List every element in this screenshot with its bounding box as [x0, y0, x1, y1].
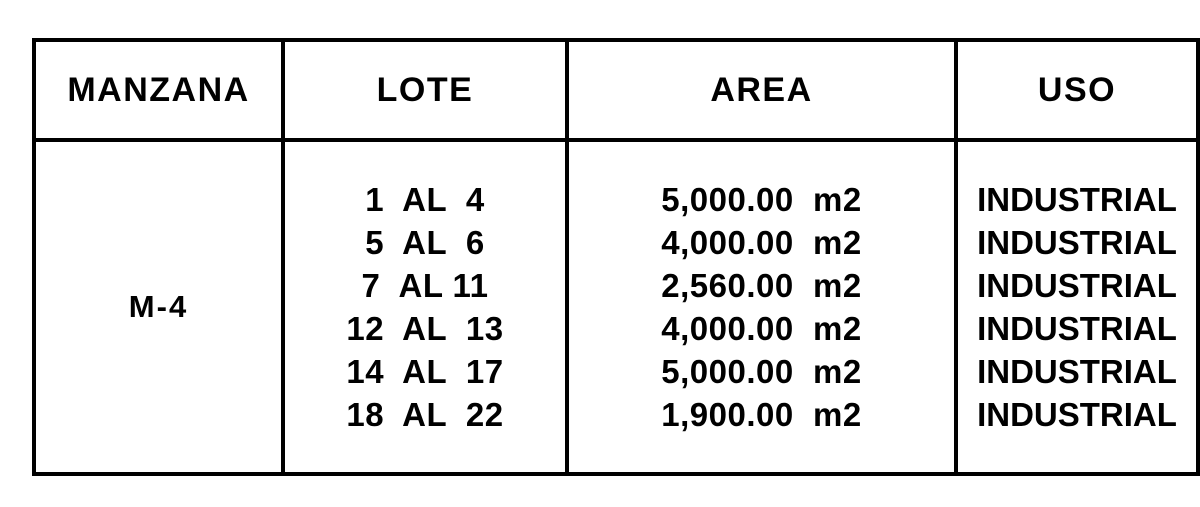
column-header-uso: USO [956, 40, 1198, 140]
area-value: 1,900.00 m2 [661, 396, 862, 433]
table-header-row [34, 40, 1198, 140]
cell-manzana-block: M-4 [34, 140, 283, 474]
table-body [34, 140, 1198, 474]
cell-lote-list [283, 140, 567, 474]
lote-value: 18 AL 22 [346, 396, 504, 433]
lot-schedule-table-wrapper [32, 38, 1180, 470]
area-value: 5,000.00 m2 [661, 353, 862, 390]
column-header-area: AREA [567, 40, 956, 140]
lote-value: 14 AL 17 [346, 353, 504, 390]
area-value: 5,000.00 m2 [661, 181, 862, 218]
uso-value: INDUSTRIAL [977, 267, 1177, 304]
uso-value: INDUSTRIAL [977, 353, 1177, 390]
area-value: 2,560.00 m2 [661, 267, 862, 304]
uso-value: INDUSTRIAL [977, 181, 1177, 218]
area-value: 4,000.00 m2 [661, 224, 862, 261]
lote-value-stack [285, 177, 565, 437]
table-row [34, 140, 1198, 474]
lot-schedule-table [32, 38, 1200, 476]
lote-value: 5 AL 6 [365, 224, 485, 261]
lote-value: 7 AL 11 [361, 267, 489, 304]
cell-area-list [567, 140, 956, 474]
uso-value: INDUSTRIAL [977, 396, 1177, 433]
uso-value-stack [958, 177, 1196, 437]
cell-uso-list [956, 140, 1198, 474]
column-header-lote: LOTE [283, 40, 567, 140]
lote-value: 1 AL 4 [365, 181, 485, 218]
area-value-stack [569, 177, 954, 437]
table-header [34, 40, 1198, 140]
lote-value: 12 AL 13 [346, 310, 504, 347]
area-value: 4,000.00 m2 [661, 310, 862, 347]
column-header-manzana: MANZANA [34, 40, 283, 140]
uso-value: INDUSTRIAL [977, 224, 1177, 261]
uso-value: INDUSTRIAL [977, 310, 1177, 347]
